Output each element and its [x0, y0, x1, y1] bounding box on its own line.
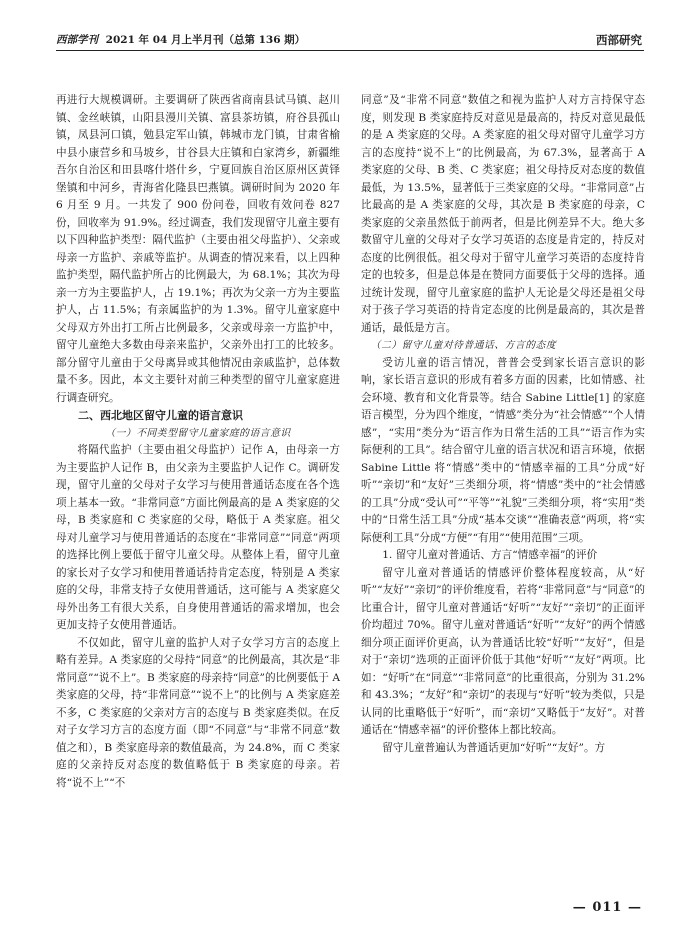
journal-logo: 西部学刊 [56, 34, 98, 46]
right-paragraph-2: 受访儿童的语言情况，普普会受到家长语言意识的影响，家长语言意识的形成有着多方面的因素，比如情感、社会环境、教育和文化背景等。结合 Sabine Little[1] 的家庭语言模型，分为四个维度，“情感”类分为“社会情感”“个人情感”，“实用”类分为“语言作为日常生活的工具”“语言作为实际便利的工具”。结合留守儿童的语言状况和语言环境，依据 Sabine Little 将“情感”类中的“情感幸福的工具”分成“好听”“亲切”和“友好”三类细分项，将“情感”类中的“社会情感的工具”分成“受认可”“平等”“礼貌”三类细分项，将“实用”类中的“日常生活工具”分成“基本交谈”“准确表意”两项，将“实际便利工具”分成“方便”“有用”“使用范围”三项。 [361, 356, 645, 544]
left-paragraph-1: 再进行大规模调研。主要调研了陕西省商南县试马镇、赵川镇、金丝峡镇，山阳县漫川关镇、富县茶坊镇，府谷县孤山镇，凤县河口镇，勉县定军山镇，韩城市龙门镇，甘肃省榆中县小康营乡和马坡乡，甘谷县大庄镇和白家湾乡，新疆维吾尔自治区和田县喀什塔什乡，宁夏回族自治区原州区黄铎堡镇和中河乡，青海省化隆县巴燕镇。调研时间为 2020 年 6 月至 9 月。一共发了 900 份问卷，回收有效问卷 827 份，回收率为 91.9%。经过调查，我们发现留守儿童主要有以下四种监护类型：隔代监护（主要由祖父母监护）、父亲或母亲一方监护、亲戚等监护。从调查的情况来看，以上四种监护类型，隔代监护所占的比例最大，为 68.1%；其次为母亲一方为主要监护人，占 19.1%；再次为父亲一方为主要监护人，占 11.5%；有亲属监护的为 1.3%。留守儿童家庭中父母双方外出打工所占比例最多，父亲或母亲一方监护中，留守儿童绝大多数由母亲来监护，父亲外出打工的比较多。部分留守儿童由于父母离异或其他情况由亲戚监护，总体数量不多。因此，本文主要针对前三种类型的留守儿童家庭进行调查研究。 [56, 94, 340, 404]
page-header [56, 28, 644, 58]
right-paragraph-3: 留守儿童对普通话的情感评价整体程度较高，从“好听”“友好”“亲切”的评价维度看，若将“非常同意”与“同意”的比重合计，留守儿童对普通话“好听”“友好”“亲切”的正面评价均超过 70%。留守儿童对普通话“好听”“友好”的两个情感细分项正面评价更高，认为普通话比较“好听”“友好”，但是对于“亲切”选项的正面评价低于其他“好听”“友好”两项。比如：“好听”在“同意”“非常同意”的比重很高，分别为 31.2% 和 43.3%；“友好”和“亲切”的表现与“好听”较为类似，只是认同的比重略低于“好听”，而“亲切”又略低于“友好”。对普通话在“情感幸福”的评价整体上都比较高。 [361, 566, 645, 736]
page-number: — 011 — [572, 900, 642, 915]
subsection-heading-2: （二）留守儿童对待普通话、方言的态度 [370, 340, 557, 351]
subsubsection-heading: 1. 留守儿童对普通话、方言“情感幸福”的评价 [382, 549, 598, 561]
left-paragraph-3: 不仅如此，留守儿童的监护人对子女学习方言的态度上略有差异。A 类家庭的父母持“同意”的比例最高，其次是“非常同意”“说不上”。B 类家庭的母亲持“同意”的比例要低于 A 类家庭的父母，持“非常同意”“说不上”的比例与 A 类家庭差不多，C 类家庭的父亲对方言的态度与 B 类家庭类似。在反对子女学习方言的态度方面（即“不同意”与“非常不同意”数值之和），B 类家庭母亲的数值最高，为 24.8%，而 C 类家庭的父亲持反对态度的数值略低于 B 类家庭的母亲。若将“说不上”“不 [56, 636, 340, 789]
subsection-heading-1: （一）不同类型留守儿童家庭的语言意识 [105, 427, 291, 439]
journal-masthead [56, 32, 305, 47]
left-paragraph-2: 将隔代监护（主要由祖父母监护）记作 A，由母亲一方为主要监护人记作 B，由父亲为主要监护人记作 C。调研发现，留守儿童的父母对子女学习与使用普通话态度在各个选项上基本一致。“非常同意”方面比例最高的是 A 类家庭的父母，B 类家庭和 C 类家庭的父母，略低于 A 类家庭。祖父母对儿童学习与使用普通话的态度在“非常同意”“同意”两项的选择比例上要低于留守儿童父母。从整体上看，留守儿童的家长对子女学习和使用普通话持肯定态度，特别是 A 类家庭的父母，非常支持子女使用普通话，这可能与 A 类家庭父母外出务工有很大关系，自身使用普通话的需求增加，也会更加支持子女使用普通话。 [56, 444, 340, 631]
section-label: 西部研究 [596, 33, 642, 47]
left-column [56, 92, 340, 792]
right-paragraph-4: 留守儿童普遍认为普通话更加“好听”“友好”。方 [382, 741, 606, 754]
right-paragraph-1: 同意”及“非常不同意”数值之和视为监护人对方言持保守态度，则发现 B 类家庭持反对意见是最高的，持反对意见最低的是 A 类家庭的父母。A 类家庭的祖父母对留守儿童学习方言的态度持“说不上”的比例最高，为 67.3%，显著高于 A 类家庭的父母、B 类、C 类家庭；祖父母持反对态度的数值最低，为 13.5%，显著低于三类家庭的父母。“非常同意”占比最高的是 A 类家庭的父母，其次是 B 类家庭的母亲，C 类家庭的父亲虽然低于前两者，但是比例差异不大。绝大多数留守儿童的父母对子女学习英语的态度是肯定的，持反对态度的比例很低。祖父母对于留守儿童学习英语的态度持肯定的也较多，但是总体是在赞同方面要低于父母的选择。通过统计发现，留守儿童家庭的监护人无论是父母还是祖父母对于孩子学习英语的持肯定态度的比例是最高的，其次是普通话，最低是方言。 [361, 94, 645, 334]
right-column [361, 92, 645, 757]
section-heading: 二、西北地区留守儿童的语言意识 [78, 409, 243, 422]
issue-info: 2021 年 04 月上半月刊（总第 136 期） [105, 34, 306, 46]
header-rule [56, 50, 644, 51]
